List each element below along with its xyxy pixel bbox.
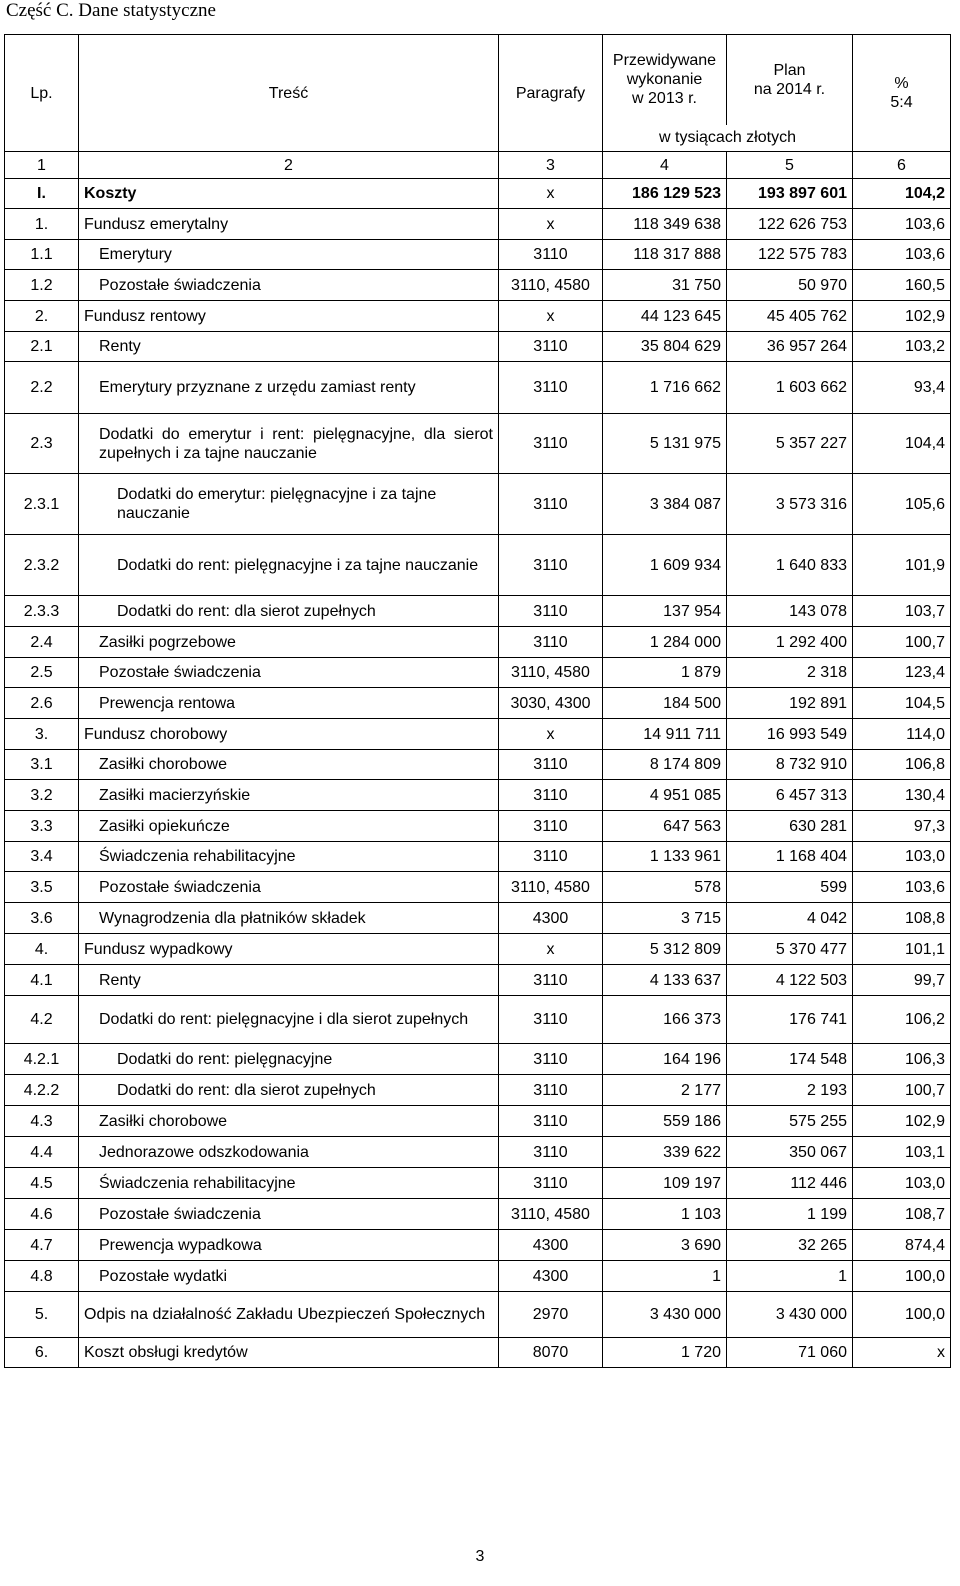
row-lp: 4.3 [5, 1106, 79, 1137]
table-row [5, 965, 951, 996]
row-paragraf: 3110 [499, 596, 603, 627]
table-row [5, 1106, 951, 1137]
header-tresc: Treść [79, 35, 499, 152]
row-tresc: Pozostałe świadczenia [79, 658, 499, 688]
table-row [5, 270, 951, 301]
row-percent: 106,3 [853, 1044, 951, 1075]
table-row [5, 362, 951, 414]
row-lp: 4.2.2 [5, 1075, 79, 1106]
row-wykonanie-2013: 1 103 [603, 1199, 727, 1230]
row-tresc: Świadczenia rehabilitacyjne [79, 842, 499, 872]
row-lp: 2.2 [5, 362, 79, 414]
row-tresc: Pozostałe świadczenia [79, 270, 499, 301]
row-tresc: Pozostałe wydatki [79, 1261, 499, 1292]
row-paragraf: 3110 [499, 414, 603, 474]
row-paragraf: 3030, 4300 [499, 688, 603, 719]
table-row [5, 903, 951, 934]
table-row [5, 1230, 951, 1261]
header-pct-ratio: 5:4 [890, 94, 913, 111]
row-plan-2014: 1 168 404 [727, 842, 853, 872]
row-lp: 2.3.1 [5, 474, 79, 535]
row-wykonanie-2013: 44 123 645 [603, 301, 727, 332]
row-wykonanie-2013: 186 129 523 [603, 179, 727, 209]
row-wykonanie-2013: 14 911 711 [603, 719, 727, 750]
row-percent: 100,0 [853, 1261, 951, 1292]
row-percent: 106,8 [853, 750, 951, 780]
row-tresc: Emerytury [79, 240, 499, 270]
row-percent: 102,9 [853, 301, 951, 332]
row-plan-2014: 6 457 313 [727, 780, 853, 811]
row-tresc: Renty [79, 332, 499, 362]
row-wykonanie-2013: 31 750 [603, 270, 727, 301]
header-wykonanie-line2: wykonanie [626, 71, 703, 89]
row-wykonanie-2013: 1 720 [603, 1338, 727, 1368]
row-plan-2014: 3 430 000 [727, 1292, 853, 1338]
table-row [5, 627, 951, 658]
row-plan-2014: 122 575 783 [727, 240, 853, 270]
row-tresc: Dodatki do emerytur: pielęgnacyjne i za tajne nauczanie [79, 474, 499, 535]
table-row [5, 934, 951, 965]
row-lp: 3.4 [5, 842, 79, 872]
header-plan-line1: Plan [773, 61, 806, 79]
row-wykonanie-2013: 35 804 629 [603, 332, 727, 362]
row-lp: 2.6 [5, 688, 79, 719]
row-percent: 106,2 [853, 996, 951, 1044]
row-percent: 114,0 [853, 719, 951, 750]
row-wykonanie-2013: 578 [603, 872, 727, 903]
table-row [5, 332, 951, 362]
row-percent: 104,2 [853, 179, 951, 209]
row-wykonanie-2013: 166 373 [603, 996, 727, 1044]
row-plan-2014: 50 970 [727, 270, 853, 301]
row-lp: 2.5 [5, 658, 79, 688]
row-wykonanie-2013: 2 177 [603, 1075, 727, 1106]
row-wykonanie-2013: 1 [603, 1261, 727, 1292]
col-number: 3 [499, 152, 603, 179]
row-percent: 874,4 [853, 1230, 951, 1261]
row-percent: 100,7 [853, 1075, 951, 1106]
row-plan-2014: 1 199 [727, 1199, 853, 1230]
row-wykonanie-2013: 109 197 [603, 1168, 727, 1199]
row-plan-2014: 3 573 316 [727, 474, 853, 535]
row-wykonanie-2013: 3 715 [603, 903, 727, 934]
row-wykonanie-2013: 164 196 [603, 1044, 727, 1075]
table-row [5, 1292, 951, 1338]
table-row [5, 872, 951, 903]
table-row [5, 301, 951, 332]
row-lp: 3.2 [5, 780, 79, 811]
row-plan-2014: 45 405 762 [727, 301, 853, 332]
row-plan-2014: 112 446 [727, 1168, 853, 1199]
row-lp: 2.3.3 [5, 596, 79, 627]
row-tresc: Odpis na działalność Zakładu Ubezpieczeń Społecznych [79, 1292, 499, 1338]
row-paragraf: 8070 [499, 1338, 603, 1368]
row-paragraf: 4300 [499, 903, 603, 934]
row-wykonanie-2013: 1 879 [603, 658, 727, 688]
row-paragraf: 3110 [499, 965, 603, 996]
row-wykonanie-2013: 4 951 085 [603, 780, 727, 811]
row-paragraf: 3110 [499, 1044, 603, 1075]
row-paragraf: 3110 [499, 474, 603, 535]
row-lp: 3. [5, 719, 79, 750]
column-numbers-row [5, 152, 951, 179]
row-lp: 5. [5, 1292, 79, 1338]
row-paragraf: x [499, 301, 603, 332]
row-wykonanie-2013: 184 500 [603, 688, 727, 719]
row-percent: 104,5 [853, 688, 951, 719]
row-paragraf: 3110 [499, 332, 603, 362]
row-percent: x [853, 1338, 951, 1368]
row-wykonanie-2013: 5 131 975 [603, 414, 727, 474]
row-paragraf: 3110 [499, 362, 603, 414]
header-wykonanie-line3: w 2013 r. [632, 90, 697, 108]
row-percent: 100,0 [853, 1292, 951, 1338]
row-lp: 4. [5, 934, 79, 965]
row-lp: 4.5 [5, 1168, 79, 1199]
row-paragraf: 3110 [499, 750, 603, 780]
row-tresc: Fundusz wypadkowy [79, 934, 499, 965]
row-percent: 103,2 [853, 332, 951, 362]
row-wykonanie-2013: 137 954 [603, 596, 727, 627]
col-number: 2 [79, 152, 499, 179]
col-number: 4 [603, 152, 727, 179]
row-wykonanie-2013: 1 716 662 [603, 362, 727, 414]
row-wykonanie-2013: 3 430 000 [603, 1292, 727, 1338]
row-wykonanie-2013: 1 609 934 [603, 535, 727, 596]
row-paragraf: x [499, 719, 603, 750]
table-row [5, 535, 951, 596]
row-paragraf: 3110 [499, 1075, 603, 1106]
row-tresc: Dodatki do rent: dla sierot zupełnych [79, 1075, 499, 1106]
row-lp: 2.4 [5, 627, 79, 658]
row-lp: 1.1 [5, 240, 79, 270]
row-lp: 4.7 [5, 1230, 79, 1261]
row-plan-2014: 575 255 [727, 1106, 853, 1137]
row-plan-2014: 630 281 [727, 811, 853, 842]
row-wykonanie-2013: 1 133 961 [603, 842, 727, 872]
row-percent: 130,4 [853, 780, 951, 811]
row-lp: 3.1 [5, 750, 79, 780]
row-plan-2014: 4 042 [727, 903, 853, 934]
row-percent: 102,9 [853, 1106, 951, 1137]
row-paragraf: 4300 [499, 1230, 603, 1261]
row-tresc: Wynagrodzenia dla płatników składek [79, 903, 499, 934]
row-tresc: Fundusz chorobowy [79, 719, 499, 750]
col-number: 6 [853, 152, 951, 179]
row-plan-2014: 176 741 [727, 996, 853, 1044]
table-row [5, 811, 951, 842]
row-tresc: Dodatki do rent: dla sierot zupełnych [79, 596, 499, 627]
row-plan-2014: 1 [727, 1261, 853, 1292]
row-percent: 103,6 [853, 872, 951, 903]
row-tresc: Zasiłki chorobowe [79, 1106, 499, 1137]
row-tresc: Zasiłki pogrzebowe [79, 627, 499, 658]
table-row [5, 658, 951, 688]
table-row [5, 1338, 951, 1368]
row-lp: 1.2 [5, 270, 79, 301]
row-wykonanie-2013: 118 317 888 [603, 240, 727, 270]
row-percent: 103,6 [853, 209, 951, 240]
row-lp: 4.2.1 [5, 1044, 79, 1075]
row-tresc: Dodatki do rent: pielęgnacyjne i za tajne nauczanie [79, 535, 499, 596]
row-plan-2014: 1 640 833 [727, 535, 853, 596]
header-lp: Lp. [5, 35, 79, 152]
row-tresc: Pozostałe świadczenia [79, 872, 499, 903]
row-paragraf: 3110 [499, 627, 603, 658]
table-row [5, 688, 951, 719]
row-paragraf: 3110 [499, 996, 603, 1044]
row-percent: 103,1 [853, 1137, 951, 1168]
row-wykonanie-2013: 647 563 [603, 811, 727, 842]
row-plan-2014: 174 548 [727, 1044, 853, 1075]
row-wykonanie-2013: 118 349 638 [603, 209, 727, 240]
row-percent: 97,3 [853, 811, 951, 842]
row-plan-2014: 5 370 477 [727, 934, 853, 965]
row-lp: 3.6 [5, 903, 79, 934]
row-percent: 103,6 [853, 240, 951, 270]
row-percent: 108,7 [853, 1199, 951, 1230]
table-row [5, 842, 951, 872]
row-lp: 2.1 [5, 332, 79, 362]
row-tresc: Zasiłki chorobowe [79, 750, 499, 780]
table-row [5, 1168, 951, 1199]
row-lp: 4.1 [5, 965, 79, 996]
table-row [5, 1137, 951, 1168]
row-percent: 123,4 [853, 658, 951, 688]
table-row [5, 719, 951, 750]
row-percent: 108,8 [853, 903, 951, 934]
row-lp: 2. [5, 301, 79, 332]
row-paragraf: 4300 [499, 1261, 603, 1292]
row-lp: 3.3 [5, 811, 79, 842]
row-plan-2014: 8 732 910 [727, 750, 853, 780]
row-wykonanie-2013: 1 284 000 [603, 627, 727, 658]
table-row [5, 996, 951, 1044]
row-paragraf: 3110, 4580 [499, 658, 603, 688]
header-paragrafy: Paragrafy [499, 35, 603, 152]
row-plan-2014: 350 067 [727, 1137, 853, 1168]
row-plan-2014: 36 957 264 [727, 332, 853, 362]
row-plan-2014: 122 626 753 [727, 209, 853, 240]
row-paragraf: x [499, 934, 603, 965]
row-tresc: Zasiłki macierzyńskie [79, 780, 499, 811]
row-tresc: Koszty [79, 179, 499, 209]
row-paragraf: 3110, 4580 [499, 270, 603, 301]
row-tresc: Prewencja rentowa [79, 688, 499, 719]
header-plan [727, 35, 853, 125]
table-row [5, 1075, 951, 1106]
row-lp: 6. [5, 1338, 79, 1368]
row-lp: I. [5, 179, 79, 209]
row-paragraf: x [499, 209, 603, 240]
row-plan-2014: 5 357 227 [727, 414, 853, 474]
part-title: Część C. Dane statystyczne [6, 0, 216, 21]
row-wykonanie-2013: 3 690 [603, 1230, 727, 1261]
row-paragraf: 3110 [499, 1106, 603, 1137]
row-wykonanie-2013: 3 384 087 [603, 474, 727, 535]
row-plan-2014: 71 060 [727, 1338, 853, 1368]
col-number: 5 [727, 152, 853, 179]
row-plan-2014: 1 292 400 [727, 627, 853, 658]
units-label: w tysiącach złotych [603, 125, 853, 152]
col-number: 1 [5, 152, 79, 179]
row-tresc: Świadczenia rehabilitacyjne [79, 1168, 499, 1199]
row-percent: 105,6 [853, 474, 951, 535]
header-pct [853, 35, 951, 152]
row-tresc: Dodatki do emerytur i rent: pielęgnacyjne, dla sierot zupełnych i za tajne nauczanie [79, 414, 499, 474]
row-lp: 2.3.2 [5, 535, 79, 596]
row-percent: 101,9 [853, 535, 951, 596]
row-tresc: Pozostałe świadczenia [79, 1199, 499, 1230]
row-paragraf: 3110 [499, 780, 603, 811]
row-wykonanie-2013: 8 174 809 [603, 750, 727, 780]
row-paragraf: 3110 [499, 1168, 603, 1199]
row-percent: 103,0 [853, 842, 951, 872]
row-lp: 4.6 [5, 1199, 79, 1230]
row-percent: 104,4 [853, 414, 951, 474]
page-number: 3 [475, 1548, 485, 1565]
row-percent: 99,7 [853, 965, 951, 996]
row-paragraf: 3110 [499, 240, 603, 270]
row-tresc: Prewencja wypadkowa [79, 1230, 499, 1261]
row-percent: 93,4 [853, 362, 951, 414]
row-lp: 1. [5, 209, 79, 240]
row-plan-2014: 16 993 549 [727, 719, 853, 750]
row-plan-2014: 4 122 503 [727, 965, 853, 996]
header-wykonanie [603, 35, 727, 125]
row-paragraf: 2970 [499, 1292, 603, 1338]
row-lp: 4.2 [5, 996, 79, 1044]
table-row [5, 474, 951, 535]
row-tresc: Dodatki do rent: pielęgnacyjne [79, 1044, 499, 1075]
row-paragraf: 3110 [499, 842, 603, 872]
row-wykonanie-2013: 5 312 809 [603, 934, 727, 965]
row-plan-2014: 2 193 [727, 1075, 853, 1106]
row-tresc: Koszt obsługi kredytów [79, 1338, 499, 1368]
row-tresc: Jednorazowe odszkodowania [79, 1137, 499, 1168]
table-row [5, 179, 951, 209]
row-tresc: Emerytury przyznane z urzędu zamiast renty [79, 362, 499, 414]
row-plan-2014: 1 603 662 [727, 362, 853, 414]
row-tresc: Dodatki do rent: pielęgnacyjne i dla sierot zupełnych [79, 996, 499, 1044]
row-percent: 101,1 [853, 934, 951, 965]
table-row [5, 596, 951, 627]
row-tresc: Fundusz rentowy [79, 301, 499, 332]
row-paragraf: 3110 [499, 535, 603, 596]
header-plan-line2: na 2014 r. [753, 80, 826, 98]
row-paragraf: 3110 [499, 811, 603, 842]
row-plan-2014: 2 318 [727, 658, 853, 688]
table-row [5, 750, 951, 780]
row-plan-2014: 32 265 [727, 1230, 853, 1261]
row-wykonanie-2013: 559 186 [603, 1106, 727, 1137]
header-row [5, 35, 951, 125]
row-plan-2014: 143 078 [727, 596, 853, 627]
row-percent: 160,5 [853, 270, 951, 301]
row-plan-2014: 192 891 [727, 688, 853, 719]
row-paragraf: x [499, 179, 603, 209]
row-tresc: Renty [79, 965, 499, 996]
table-row [5, 414, 951, 474]
row-lp: 4.4 [5, 1137, 79, 1168]
row-plan-2014: 193 897 601 [727, 179, 853, 209]
table-row [5, 240, 951, 270]
row-wykonanie-2013: 339 622 [603, 1137, 727, 1168]
table-row [5, 1199, 951, 1230]
statistics-table [4, 34, 951, 1368]
table-row [5, 1044, 951, 1075]
row-paragraf: 3110 [499, 1137, 603, 1168]
header-wykonanie-line1: Przewidywane [612, 52, 717, 70]
row-percent: 100,7 [853, 627, 951, 658]
row-wykonanie-2013: 4 133 637 [603, 965, 727, 996]
header-pct-symbol: % [894, 75, 909, 92]
row-paragraf: 3110, 4580 [499, 872, 603, 903]
row-plan-2014: 599 [727, 872, 853, 903]
table-row [5, 209, 951, 240]
table-row [5, 780, 951, 811]
row-tresc: Fundusz emerytalny [79, 209, 499, 240]
row-percent: 103,0 [853, 1168, 951, 1199]
row-lp: 2.3 [5, 414, 79, 474]
table-row [5, 1261, 951, 1292]
row-tresc: Zasiłki opiekuńcze [79, 811, 499, 842]
row-lp: 4.8 [5, 1261, 79, 1292]
row-percent: 103,7 [853, 596, 951, 627]
row-paragraf: 3110, 4580 [499, 1199, 603, 1230]
row-lp: 3.5 [5, 872, 79, 903]
